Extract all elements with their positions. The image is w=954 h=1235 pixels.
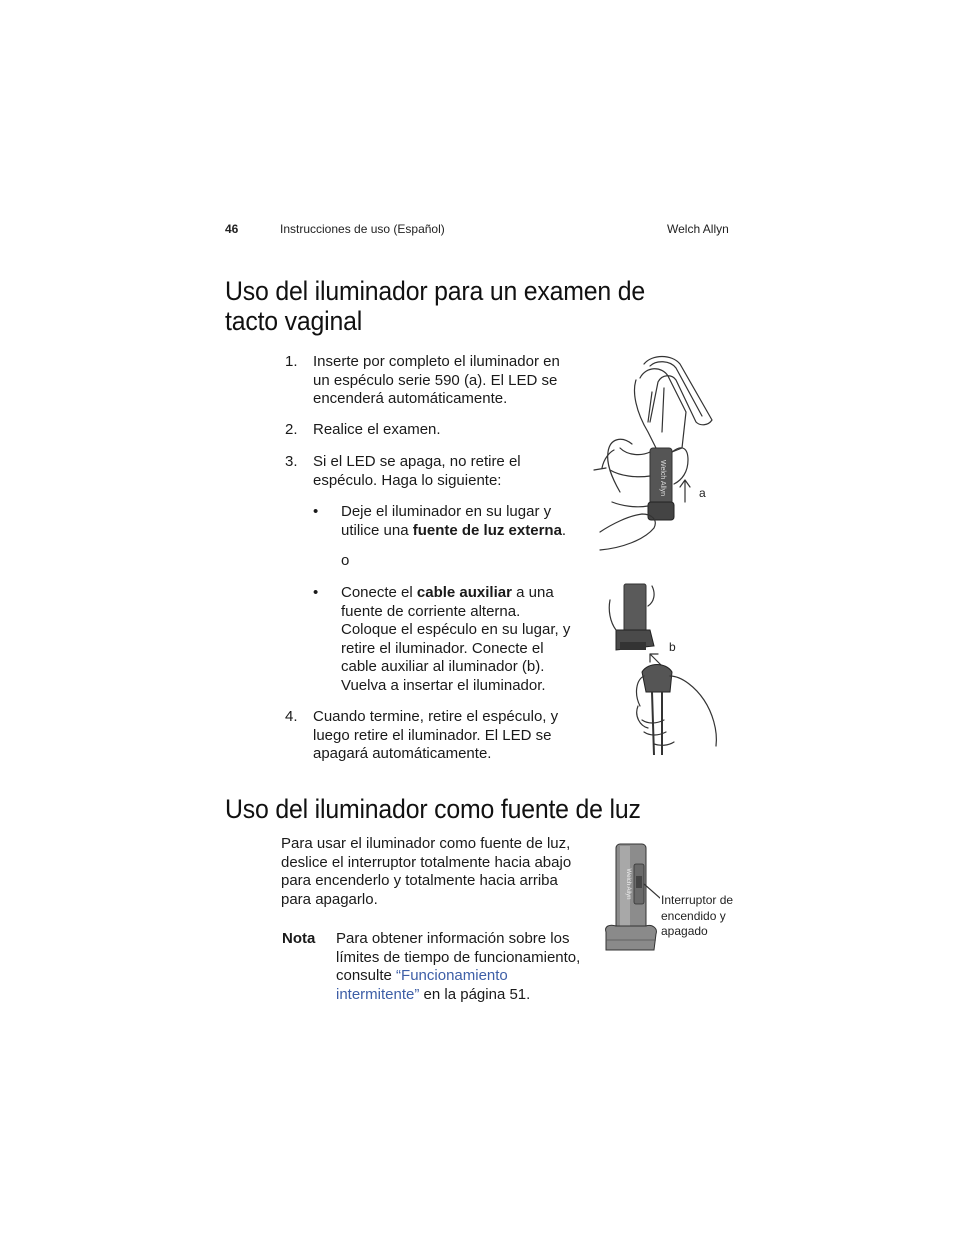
note-line <box>336 967 606 986</box>
step-text: apagará automáticamente. <box>313 745 492 763</box>
speculum-illustration <box>592 352 727 557</box>
note-line <box>336 986 606 1005</box>
caption-line: Interruptor de <box>661 893 734 907</box>
section-title-vaginal-exam <box>225 276 645 336</box>
auxiliary-cable-illustration <box>604 580 729 755</box>
steps-list <box>285 353 615 773</box>
section-title-line-1: Uso del iluminador para un examen de <box>225 276 646 306</box>
section-title-light-source: Uso del iluminador como fuente de luz <box>225 794 641 824</box>
link-intermittent-operation-cont[interactable]: intermitente” <box>336 985 420 1003</box>
bullet-text <box>341 584 611 603</box>
device-brand-label: Welch Allyn <box>659 459 666 497</box>
light-source-instructions <box>281 835 601 909</box>
bullet-text <box>341 522 601 541</box>
bullet-text: Deje el iluminador en su lugar y <box>341 503 552 520</box>
link-intermittent-operation[interactable]: “Funcionamiento <box>396 967 508 985</box>
note-text-part: consulte <box>336 967 397 985</box>
bullet-text: cable auxiliar al iluminador (b). <box>341 658 545 676</box>
step-number: 1. <box>285 353 298 370</box>
note-label: Nota <box>282 930 316 947</box>
brand-name: Welch Allyn <box>667 222 729 236</box>
step-number: 3. <box>285 453 298 470</box>
step-text: espéculo. Haga lo siguiente: <box>313 471 502 489</box>
bullet-text-part: Conecte el <box>341 584 417 601</box>
paragraph-line: Para usar el iluminador como fuente de luz, <box>281 835 571 852</box>
figure-label-a: a <box>699 486 706 500</box>
step-text: luego retire el iluminador. El LED se <box>313 726 552 744</box>
bullet-text-part: a una <box>511 584 554 601</box>
step-text: un espéculo serie 590 (a). El LED se <box>313 371 558 389</box>
note-text <box>336 930 606 1004</box>
note-line: Para obtener información sobre los <box>336 930 570 947</box>
paragraph-line: para encenderlo y totalmente hacia arriba <box>281 872 558 890</box>
note-text-part: en la página 51. <box>419 985 531 1003</box>
bullet-marker: • <box>313 503 319 520</box>
bold-term-auxiliary-cable: cable auxiliar <box>416 584 512 601</box>
step-text: Realice el examen. <box>313 421 441 438</box>
caption-line: apagado <box>661 924 708 938</box>
section-title-line-2: tacto vaginal <box>225 306 363 336</box>
step-number: 2. <box>285 421 298 438</box>
step-text: encenderá automáticamente. <box>313 390 508 408</box>
bold-term-external-light: fuente de luz externa <box>412 521 562 539</box>
bullet-text: retire el iluminador. Conecte el <box>341 639 544 657</box>
step-number: 4. <box>285 708 298 725</box>
page-number: 46 <box>225 222 239 236</box>
bullet-text-part: . <box>561 521 567 539</box>
step-text: Inserte por completo el iluminador en <box>313 353 560 370</box>
bullet-text: Coloque el espéculo en su lugar, y <box>341 621 571 639</box>
bullet-text-part: utilice una <box>341 521 413 539</box>
device-brand-label: Welch Allyn <box>625 868 631 900</box>
bullet-text: Vuelva a insertar el iluminador. <box>341 676 546 694</box>
figure-label-b: b <box>669 640 676 654</box>
step-text: Si el LED se apaga, no retire el <box>313 453 521 470</box>
bullet-marker: • <box>313 584 319 601</box>
switch-caption <box>661 893 733 940</box>
step-text: Cuando termine, retire el espéculo, y <box>313 708 559 725</box>
caption-line: encendido y <box>661 908 726 923</box>
illuminator-switch-illustration <box>600 840 660 955</box>
bullet-text: fuente de corriente alterna. <box>341 602 521 620</box>
paragraph-line: para apagarlo. <box>281 890 378 908</box>
paragraph-line: deslice el interruptor totalmente hacia abajo <box>281 853 572 871</box>
document-title: Instrucciones de uso (Español) <box>280 222 445 236</box>
or-text: o <box>341 552 350 569</box>
note-line: límites de tiempo de funcionamiento, <box>336 948 581 966</box>
